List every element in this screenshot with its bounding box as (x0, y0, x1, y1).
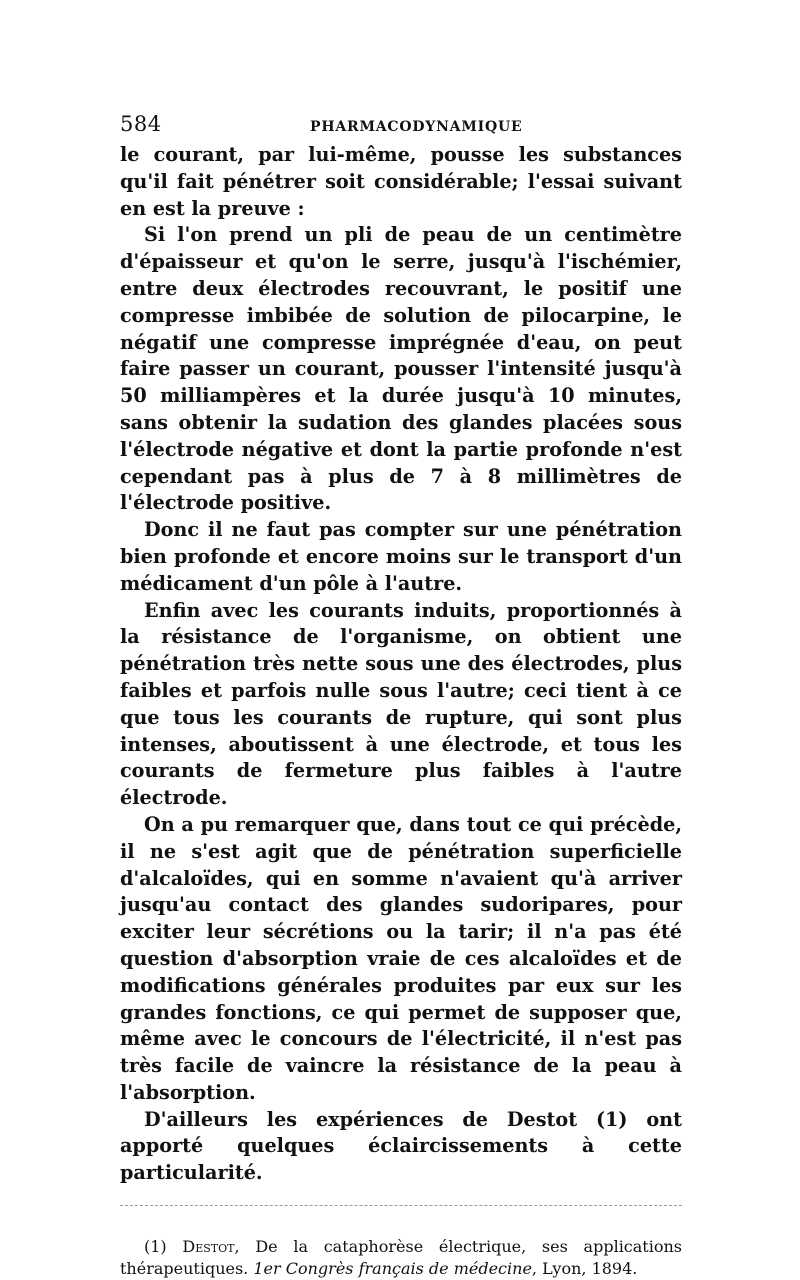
footnote-congress-ordinal: 1er (253, 1259, 281, 1279)
paragraph-conclusion: Donc il ne faut pas compter sur une pénétration bien profonde et encore moins sur le transport d'un médicament d'un pôle à l'autre. (120, 518, 682, 595)
running-title: PHARMACODYNAMIQUE (310, 119, 523, 135)
footnote-marker: (1) (144, 1237, 167, 1257)
paragraph-experiment: Si l'on prend un pli de peau de un centimètre d'épaisseur et qu'on le serre, jusqu'à l'ischémier, entre deux électrodes recouvrant, le positif une compresse imbibée de solution de pilocarpine, le négatif une compresse imprégnée d'eau, on peut faire passer un courant, pousser l'intensité jusqu'à 50 milliampères et la durée jusqu'à 10 minutes, sans obtenir la sudation des glandes placées sous l'électrode négative et dont la partie profonde n'est cependant pas à plus de 7 à 8 millimètres de l'électrode positive. (120, 223, 682, 515)
footnote-text-1: , De la cataphorèse électrique, ses applications thérapeutiques. (120, 1237, 682, 1279)
footnote (120, 1236, 682, 1280)
page-header (120, 112, 682, 142)
body-text (120, 142, 682, 1187)
paragraph-absorption: On a pu remarquer que, dans tout ce qui précède, il ne s'est agit que de pénétration superficielle d'alcaloïdes, qui en somme n'avaient qu'à arriver jusqu'au contact des glandes sudoripares, pour exciter leur sécrétions ou la tarir; il n'a pas été question d'absorption vraie de ces alcaloïdes et de modifications générales produites par eux sur les grandes fonctions, ce qui permet de supposer que, même avec le concours de l'électricité, il n'est pas très facile de vaincre la résistance de la peau à l'absorption. (120, 812, 682, 1104)
paragraph-induced-currents: Enfin avec les courants induits, proportionnés à la résistance de l'organisme, on obtient une pénétration très nette sous une des électrodes, plus faibles et parfois nulle sous l'autre; ceci tient à ce que tous les courants de rupture, qui sont plus intenses, aboutissent à une électrode, et tous les courants de fermeture plus faibles à l'autre électrode. (120, 598, 682, 810)
page-number: 584 (120, 112, 162, 136)
footnote-congress-title: Congrès français de médecine (280, 1259, 532, 1279)
footnote-author: Destot (182, 1237, 235, 1257)
book-page (120, 112, 682, 1280)
footnote-divider (120, 1205, 682, 1206)
paragraph-continuation: le courant, par lui-même, pousse les substances qu'il fait pénétrer soit considérable; l'essai suivant en est la preuve : (120, 143, 682, 220)
paragraph-destot: D'ailleurs les expériences de Destot (1) ont apporté quelques éclaircissements à cette particularité. (120, 1107, 682, 1185)
footnote-text-2: , Lyon, 1894. (531, 1259, 638, 1279)
